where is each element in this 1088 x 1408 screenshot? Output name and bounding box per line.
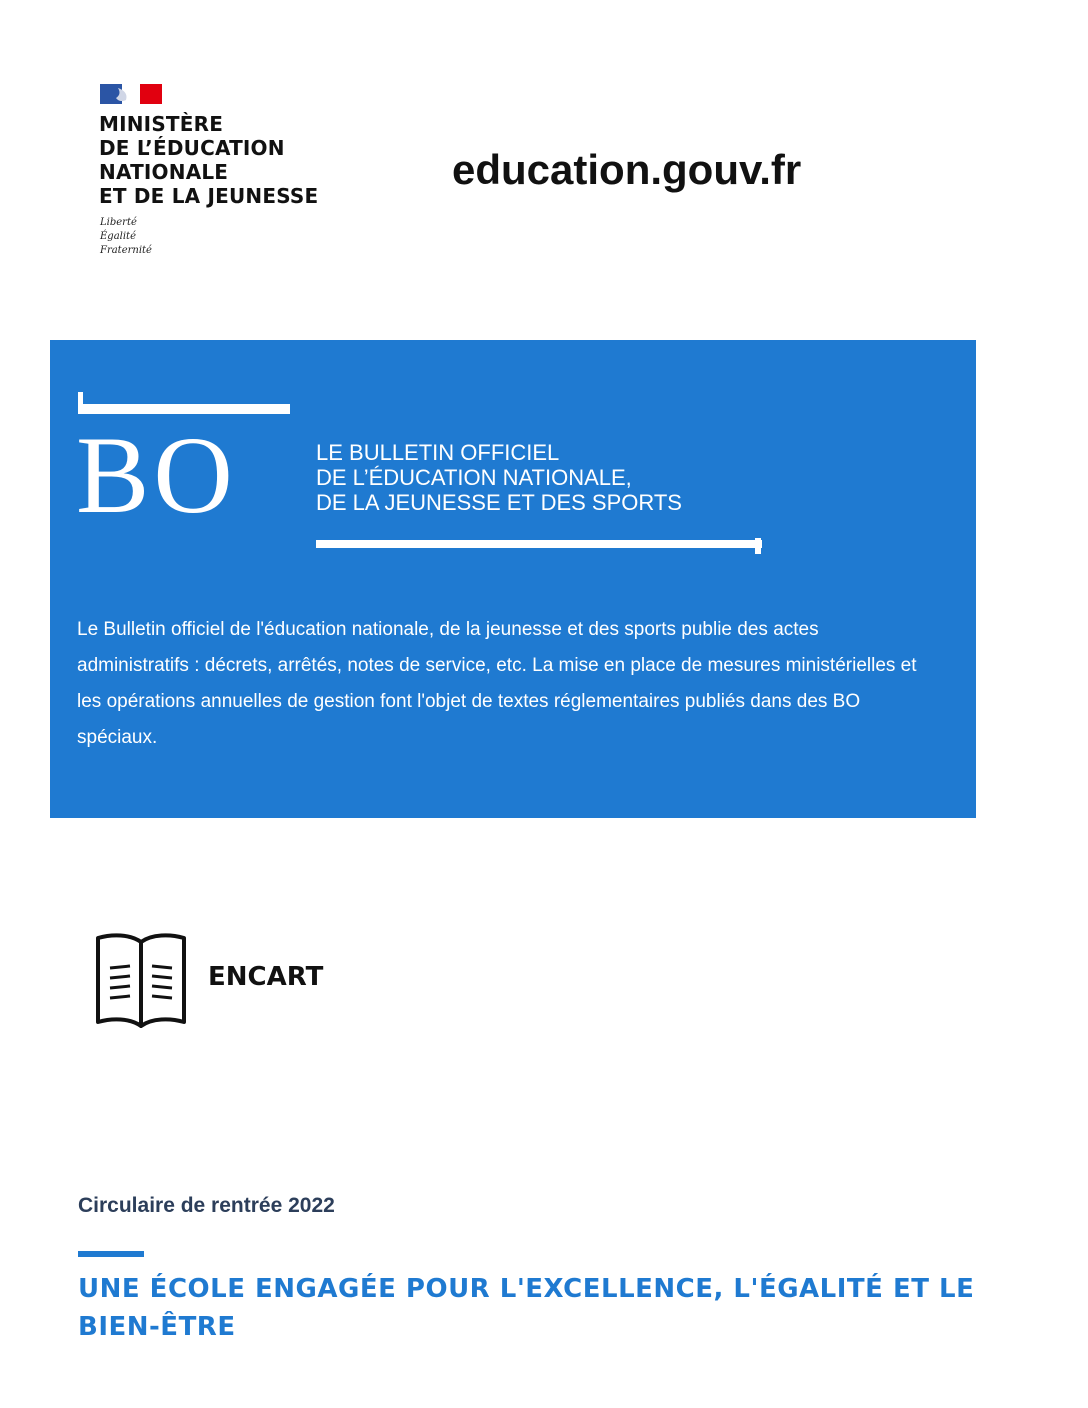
document-headline: UNE ÉCOLE ENGAGÉE POUR L'EXCELLENCE, L'ÉGALITÉ ET LE BIEN-ÊTRE [78, 1274, 975, 1342]
bo-title [316, 440, 682, 515]
ministry-line: ET DE LA JEUNESSE [99, 184, 319, 208]
open-book-icon [94, 930, 188, 1028]
site-url: education.gouv.fr [452, 146, 802, 193]
bo-title-line: DE LA JEUNESSE ET DES SPORTS [316, 490, 682, 515]
accent-rule [78, 1251, 144, 1257]
bo-bottom-rule [316, 540, 762, 548]
ministry-line: DE L’ÉDUCATION [99, 136, 285, 160]
bo-logo: BO [76, 414, 237, 536]
republic-motto [100, 216, 152, 258]
marianne-flag-logo [100, 84, 162, 104]
ministry-line: MINISTÈRE [99, 112, 224, 136]
motto-line: Fraternité [100, 245, 152, 256]
bo-title-line: DE L’ÉDUCATION NATIONALE, [316, 465, 632, 490]
circular-title: Circulaire de rentrée 2022 [78, 1194, 335, 1217]
ministry-line: NATIONALE [99, 160, 229, 184]
motto-line: Égalité [100, 231, 136, 242]
ministry-name [99, 112, 318, 208]
bo-description: Le Bulletin officiel de l'éducation nationale, de la jeunesse et des sports publie des actes administratifs : décrets, arrêtés, notes de service, etc. La mise en place de mesures ministérielles et les opérations annuelles de gestion font l'objet de textes réglementaires publiés dans des BO spéciaux. [77, 619, 917, 748]
bo-banner [50, 340, 976, 818]
encart-label: ENCART [208, 962, 324, 992]
bo-bottom-tick [755, 538, 761, 554]
bo-title-line: LE BULLETIN OFFICIEL [316, 440, 560, 465]
bo-top-rule [78, 404, 290, 414]
motto-line: Liberté [100, 217, 137, 228]
